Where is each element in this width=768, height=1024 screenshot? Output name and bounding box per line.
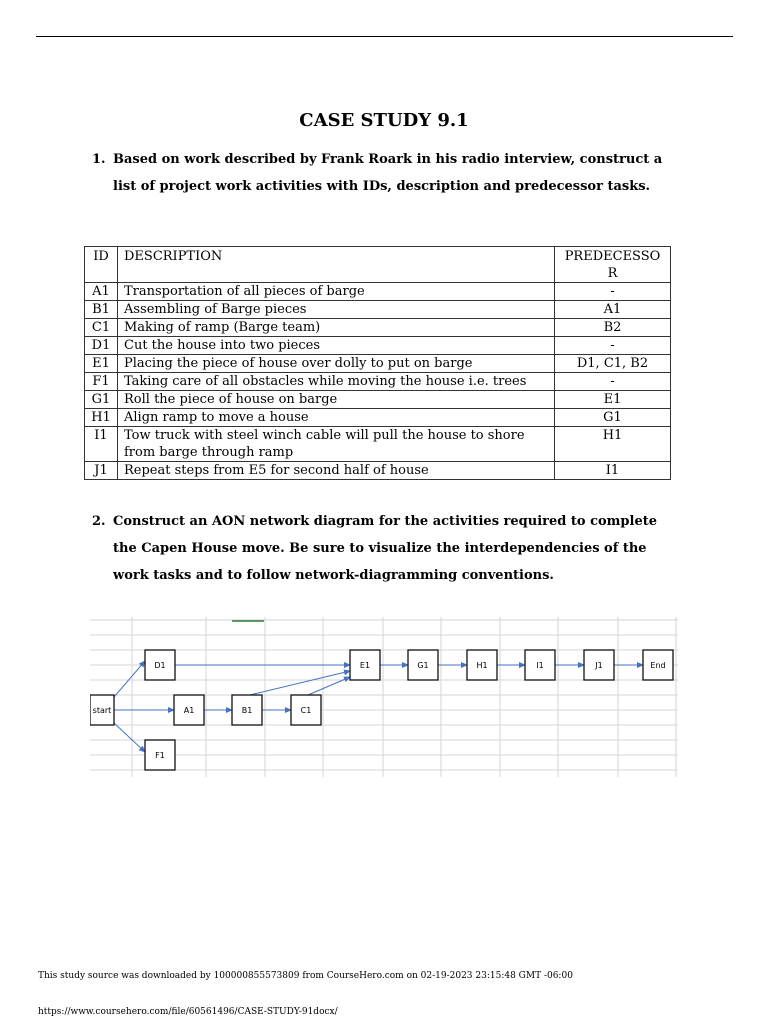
row-description: Align ramp to move a house — [118, 409, 555, 427]
table-row — [85, 319, 671, 337]
question-1-text: Based on work described by Frank Roark in his radio interview, construct a list of project work activities with IDs, description and predecessor tasks. — [113, 152, 663, 194]
row-description: Tow truck with steel winch cable will pull the house to shore from barge through ramp — [118, 427, 555, 462]
row-predecessor: - — [555, 373, 671, 391]
header-predecessor: PREDECESSO R — [555, 247, 671, 283]
diagram-canvas — [90, 617, 678, 777]
table-row — [85, 355, 671, 373]
node-i1 — [525, 650, 555, 680]
node-label: C1 — [300, 706, 312, 715]
node-a1 — [174, 695, 204, 725]
aon-network-diagram — [90, 617, 678, 777]
row-predecessor: A1 — [555, 301, 671, 319]
top-divider — [36, 36, 733, 37]
row-id: H1 — [85, 409, 118, 427]
node-start — [90, 695, 114, 725]
table-row — [85, 391, 671, 409]
row-id: A1 — [85, 283, 118, 301]
header-description: DESCRIPTION — [118, 247, 555, 283]
table-row — [85, 409, 671, 427]
node-d1 — [145, 650, 175, 680]
node-label: A1 — [183, 706, 195, 715]
node-label: B1 — [241, 706, 253, 715]
question-1-number: 1. — [92, 152, 106, 167]
row-id: F1 — [85, 373, 118, 391]
table-row — [85, 301, 671, 319]
row-id: B1 — [85, 301, 118, 319]
row-id: D1 — [85, 337, 118, 355]
row-predecessor: - — [555, 337, 671, 355]
row-predecessor: - — [555, 283, 671, 301]
footer-url: https://www.coursehero.com/file/60561496/CASE-STUDY-91docx/ — [38, 1007, 338, 1017]
row-predecessor: G1 — [555, 409, 671, 427]
row-description: Transportation of all pieces of barge — [118, 283, 555, 301]
table-row — [85, 373, 671, 391]
node-c1 — [291, 695, 321, 725]
node-label: start — [92, 706, 112, 715]
row-description: Placing the piece of house over dolly to put on barge — [118, 355, 555, 373]
row-id: J1 — [85, 462, 118, 480]
node-label: H1 — [476, 661, 488, 670]
node-j1 — [584, 650, 614, 680]
node-e1 — [350, 650, 380, 680]
row-description: Roll the piece of house on barge — [118, 391, 555, 409]
footer-source-note: This study source was downloaded by 100000855573809 from CourseHero.com on 02-19-2023 23:15:48 GMT -06:00 — [38, 971, 573, 981]
question-2-text: Construct an AON network diagram for the activities required to complete the Capen House move. Be sure to visualize the interdependencies of the work tasks and to follow network-diagramming conventions. — [113, 514, 658, 583]
node-f1 — [145, 740, 175, 770]
activities-table — [84, 246, 671, 480]
question-2-number: 2. — [92, 514, 106, 529]
table-row — [85, 283, 671, 301]
edge-start-to-d1 — [114, 661, 145, 697]
node-label: I1 — [536, 661, 544, 670]
node-end — [643, 650, 673, 680]
edge-start-to-f1 — [114, 723, 145, 752]
node-label: E1 — [359, 661, 371, 670]
row-id: G1 — [85, 391, 118, 409]
node-label: G1 — [417, 661, 429, 670]
header-id: ID — [85, 247, 118, 283]
row-description: Cut the house into two pieces — [118, 337, 555, 355]
node-label: J1 — [595, 661, 603, 670]
row-id: C1 — [85, 319, 118, 337]
row-id: I1 — [85, 427, 118, 462]
row-description: Repeat steps from E5 for second half of house — [118, 462, 555, 480]
table-row — [85, 337, 671, 355]
row-predecessor: B2 — [555, 319, 671, 337]
row-description: Assembling of Barge pieces — [118, 301, 555, 319]
node-label: F1 — [155, 751, 165, 760]
table-row — [85, 427, 671, 462]
row-predecessor: I1 — [555, 462, 671, 480]
node-g1 — [408, 650, 438, 680]
row-id: E1 — [85, 355, 118, 373]
node-h1 — [467, 650, 497, 680]
row-predecessor: H1 — [555, 427, 671, 462]
table-row — [85, 462, 671, 480]
node-label: D1 — [154, 661, 166, 670]
row-description: Making of ramp (Barge team) — [118, 319, 555, 337]
node-label: End — [650, 661, 666, 670]
table-header-row — [85, 247, 671, 283]
node-b1 — [232, 695, 262, 725]
row-predecessor: D1, C1, B2 — [555, 355, 671, 373]
row-description: Taking care of all obstacles while moving the house i.e. trees — [118, 373, 555, 391]
row-predecessor: E1 — [555, 391, 671, 409]
page-title: CASE STUDY 9.1 — [299, 110, 469, 131]
